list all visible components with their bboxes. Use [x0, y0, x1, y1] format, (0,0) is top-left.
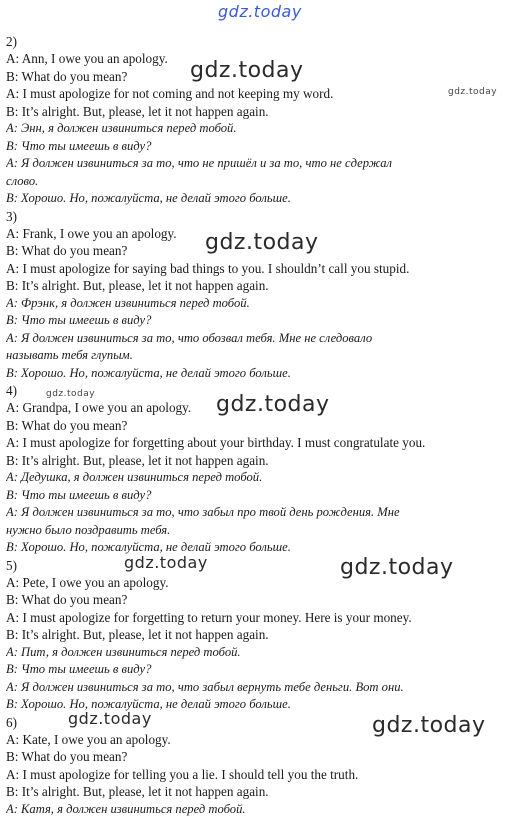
- dialogue-line: B: What do you mean?: [6, 243, 128, 259]
- dialogue-line: В: Хорошо. Но, пожалуйста, не делай этого больше.: [6, 697, 291, 712]
- dialogue-line: В: Что ты имеешь в виду?: [6, 487, 152, 502]
- section-number: 2): [6, 34, 17, 49]
- dialogue-line: A: Pete, I owe you an apology.: [6, 574, 169, 590]
- dialogue-line: B: What do you mean?: [6, 68, 128, 84]
- section-number: 3): [6, 208, 17, 224]
- dialogue-line: A: I must apologize for forgetting to return your money. Here is your money.: [6, 609, 412, 625]
- dialogue-line: B: It’s alright. But, please, let it not happen again.: [6, 452, 269, 468]
- dialogue-line: A: I must apologize for telling you a lie. I should tell you the truth.: [6, 766, 359, 782]
- dialogue-line: А: Фрэнк, я должен извиниться перед тобой.: [6, 295, 250, 310]
- dialogue-line: А: Я должен извиниться за то, что не пришёл и за то, что не сдержал: [6, 156, 393, 171]
- dialogue-line: В: Что ты имеешь в виду?: [6, 313, 152, 328]
- section-number: 5): [6, 557, 17, 573]
- watermark: gdz.today: [205, 230, 319, 255]
- dialogue-line: B: It’s alright. But, please, let it not happen again.: [6, 784, 269, 800]
- watermark: gdz.today: [216, 392, 330, 417]
- section-number: 6): [6, 714, 17, 730]
- section-number: 4): [6, 383, 17, 398]
- dialogue-line: называть тебя глупым.: [6, 348, 133, 363]
- dialogue-line: A: Ann, I owe you an apology.: [6, 51, 168, 67]
- dialogue-line: A: Kate, I owe you an apology.: [6, 732, 171, 747]
- dialogue-line: А: Энн, я должен извиниться перед тобой.: [6, 121, 237, 136]
- dialogue-line: А: Пит, я должен извиниться перед тобой.: [6, 644, 241, 659]
- dialogue-line: слово.: [6, 173, 39, 188]
- watermark-small: gdz.today: [448, 87, 498, 97]
- dialogue-line: B: It’s alright. But, please, let it not happen again.: [6, 627, 269, 643]
- dialogue-line: A: I must apologize for forgetting about your birthday. I must congratulate you.: [6, 435, 426, 451]
- dialogue-line: A: I must apologize for not coming and not keeping my word.: [6, 86, 334, 102]
- dialogue-line: В: Хорошо. Но, пожалуйста, не делай этого больше.: [6, 191, 291, 206]
- dialogue-line: B: It’s alright. But, please, let it not happen again.: [6, 103, 269, 119]
- dialogue-line: нужно было поздравить тебя.: [6, 522, 171, 537]
- watermark-small: gdz.today: [46, 389, 96, 399]
- dialogue-line: B: What do you mean?: [6, 592, 128, 608]
- dialogue-line: В: Что ты имеешь в виду?: [6, 138, 152, 153]
- watermark: gdz.today: [190, 58, 304, 83]
- dialogue-line: A: I must apologize for saying bad things to you. I shouldn’t call you stupid.: [6, 260, 410, 276]
- dialogue-line: A: Frank, I owe you an apology.: [6, 225, 177, 241]
- watermark-medium: gdz.today: [68, 709, 152, 728]
- dialogue-line: B: What do you mean?: [6, 417, 128, 433]
- dialogue-line: А: Я должен извиниться за то, что забыл про твой день рождения. Мне: [6, 505, 400, 520]
- dialogue-line: А: Я должен извиниться за то, что забыл вернуть тебе деньги. Вот они.: [6, 679, 404, 694]
- dialogue-line: В: Хорошо. Но, пожалуйста, не делай этого больше.: [6, 540, 291, 555]
- watermark-medium: gdz.today: [124, 553, 208, 572]
- dialogue-line: В: Что ты имеешь в виду?: [6, 662, 152, 677]
- dialogue-line: А: Катя, я должен извиниться перед тобой.: [6, 801, 246, 816]
- watermark: gdz.today: [340, 555, 454, 580]
- dialogue-line: А: Дедушка, я должен извиниться перед тобой.: [6, 470, 263, 485]
- dialogue-line: В: Хорошо. Но, пожалуйста, не делай этого больше.: [6, 365, 291, 380]
- dialogue-line: А: Я должен извиниться за то, что обозвал тебя. Мне не следовало: [6, 330, 373, 345]
- dialogue-line: A: Grandpa, I owe you an apology.: [6, 400, 192, 416]
- watermark-top: gdz.today: [218, 2, 302, 21]
- dialogue-line: B: What do you mean?: [6, 749, 128, 765]
- watermark: gdz.today: [372, 713, 486, 738]
- dialogue-line: B: It’s alright. But, please, let it not happen again.: [6, 278, 269, 294]
